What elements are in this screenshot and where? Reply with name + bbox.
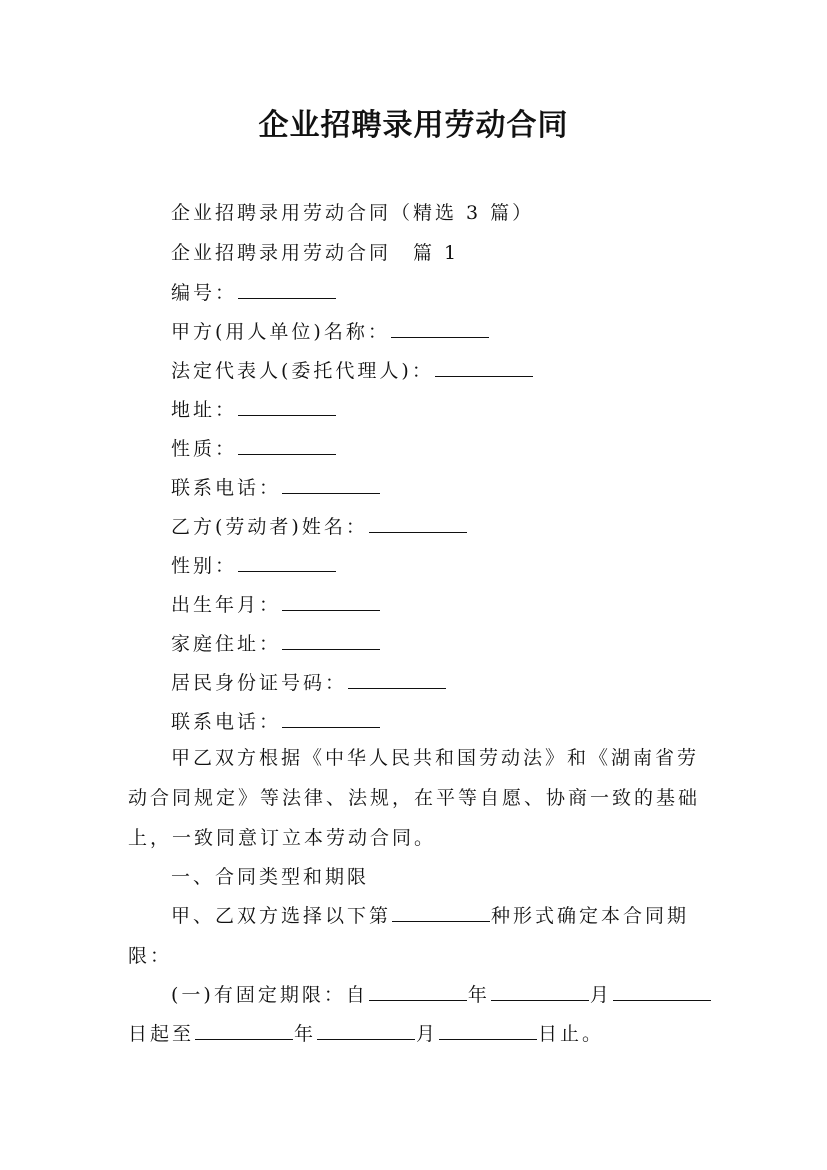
- field-home-address: [0, 629, 827, 656]
- paragraph-term-line1: [0, 901, 827, 928]
- field-label: 家庭住址：: [171, 633, 282, 655]
- clause-fixed-term-line1: [0, 980, 827, 1007]
- fill-blank[interactable]: [392, 903, 490, 922]
- fill-blank[interactable]: [282, 709, 380, 728]
- fill-blank[interactable]: [317, 1021, 415, 1040]
- clause-fixed-term-line2: [0, 1019, 827, 1046]
- field-label: 性质：: [171, 438, 238, 460]
- field-label: 地址：: [171, 399, 238, 421]
- field-label: 出生年月：: [171, 594, 282, 616]
- field-label: 联系电话：: [171, 711, 282, 733]
- end-day-label: 日止。: [538, 1023, 605, 1045]
- fill-blank[interactable]: [369, 982, 467, 1001]
- field-employee-phone: [0, 707, 827, 734]
- field-id-number: [0, 668, 827, 695]
- field-birth-date: [0, 590, 827, 617]
- clause-prefix: (一)有固定期限：自: [171, 984, 368, 1006]
- field-label: 甲方(用人单位)名称：: [171, 321, 390, 343]
- fill-blank[interactable]: [282, 631, 380, 650]
- section-heading: 企业招聘录用劳动合同 篇 1: [171, 242, 460, 264]
- fill-blank[interactable]: [195, 1021, 293, 1040]
- term-prefix: 甲、乙双方选择以下第: [171, 905, 392, 927]
- fill-blank[interactable]: [391, 319, 489, 338]
- field-label: 编号：: [171, 282, 238, 304]
- fill-blank[interactable]: [369, 514, 467, 533]
- fill-blank[interactable]: [435, 358, 533, 377]
- field-number: [0, 278, 827, 305]
- fill-blank[interactable]: [491, 982, 589, 1001]
- field-label: 法定代表人(委托代理人)：: [171, 360, 434, 382]
- year-label: 年: [467, 984, 490, 1006]
- field-employer-name: [0, 317, 827, 344]
- fill-blank[interactable]: [238, 436, 336, 455]
- field-employee-name: [0, 512, 827, 539]
- fill-blank[interactable]: [348, 670, 446, 689]
- from-day-label: 日起至: [128, 1023, 195, 1045]
- field-label: 居民身份证号码：: [171, 672, 348, 694]
- field-employer-phone: [0, 473, 827, 500]
- fill-blank[interactable]: [238, 553, 336, 572]
- document-subtitle: 企业招聘录用劳动合同（精选 3 篇）: [171, 202, 535, 224]
- clause-heading: 一、合同类型和期限: [171, 866, 370, 888]
- field-legal-representative: [0, 356, 827, 383]
- field-label: 乙方(劳动者)姓名：: [171, 516, 368, 538]
- term-suffix: 种形式确定本合同期: [491, 905, 690, 927]
- paragraph-intro-line1: 甲乙双方根据《中华人民共和国劳动法》和《湖南省劳: [171, 747, 700, 769]
- field-gender: [0, 551, 827, 578]
- fill-blank[interactable]: [282, 592, 380, 611]
- month-label: 月: [589, 984, 612, 1006]
- field-label: 联系电话：: [171, 477, 282, 499]
- paragraph-intro-line3: 上，一致同意订立本劳动合同。: [128, 827, 437, 849]
- field-label: 性别：: [171, 555, 238, 577]
- fill-blank[interactable]: [238, 280, 336, 299]
- fill-blank[interactable]: [238, 397, 336, 416]
- fill-blank[interactable]: [613, 982, 711, 1001]
- document-title: 企业招聘录用劳动合同: [258, 108, 569, 143]
- paragraph-term-line2: 限：: [128, 945, 173, 967]
- field-nature: [0, 434, 827, 461]
- month-label: 月: [416, 1023, 439, 1045]
- paragraph-intro-line2: 动合同规定》等法律、法规，在平等自愿、协商一致的基础: [128, 787, 701, 809]
- year-label: 年: [294, 1023, 317, 1045]
- fill-blank[interactable]: [439, 1021, 537, 1040]
- field-address: [0, 395, 827, 422]
- fill-blank[interactable]: [282, 475, 380, 494]
